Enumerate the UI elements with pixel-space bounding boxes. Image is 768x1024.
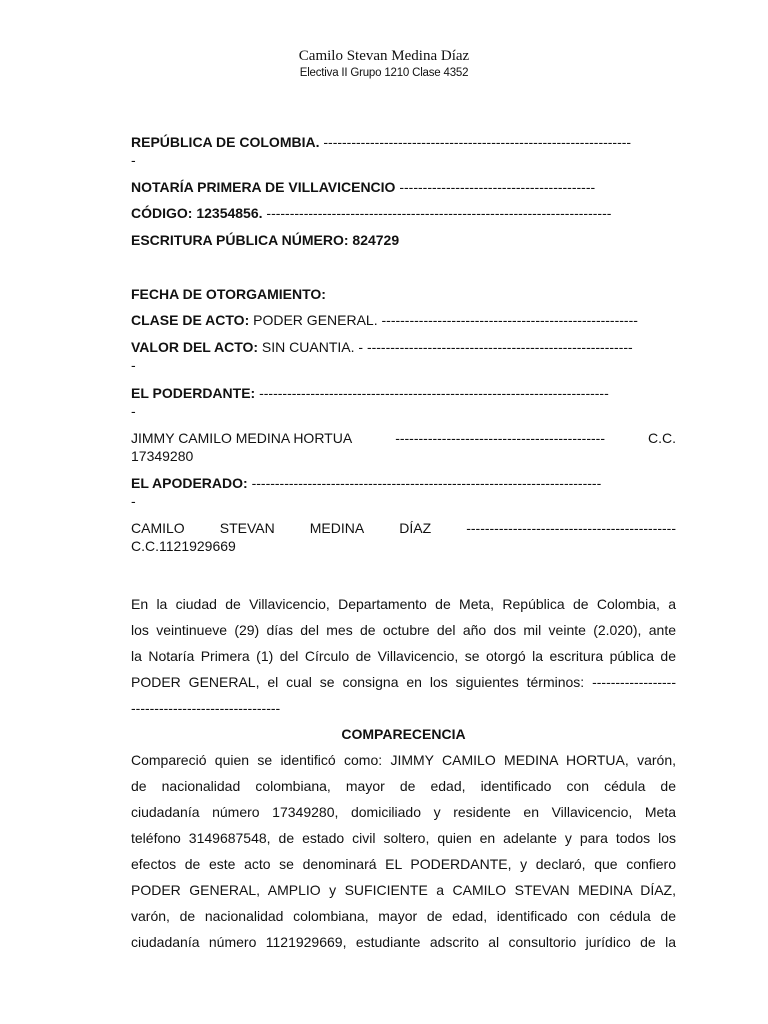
comparecencia-line: varón, de nacionalidad colombiana, mayor de edad, identificado con cédula de xyxy=(131,908,676,924)
apoderado-cc: C.C.1121929669 xyxy=(131,538,236,554)
clase-value: PODER GENERAL. ------------------------------------------------------- xyxy=(249,312,638,328)
poderdante-name: JIMMY CAMILO MEDINA HORTUA xyxy=(131,430,353,446)
apoderado-label: EL APODERADO: xyxy=(131,475,248,491)
poderdante-name-line xyxy=(131,429,676,447)
poderdante-cc: 17349280 xyxy=(131,448,194,464)
apoderado-w3: MEDINA xyxy=(309,520,365,536)
valor-cont: - xyxy=(131,357,136,373)
republica-line xyxy=(131,133,676,151)
intro-line: En la ciudad de Villavicencio, Departamento de Meta, República de Colombia, a xyxy=(131,596,676,612)
intro-line: los veintinueve (29) días del mes de octubre del año dos mil veinte (2.020), ante xyxy=(131,622,676,638)
poderdante-label: EL PODERDANTE: xyxy=(131,385,256,401)
apoderado-name-line xyxy=(131,519,676,537)
notaria-label: NOTARÍA PRIMERA DE VILLAVICENCIO xyxy=(131,179,396,195)
notaria-line xyxy=(131,178,676,196)
clase-line xyxy=(131,311,676,329)
republica-cont: - xyxy=(131,152,136,168)
escritura-line: ESCRITURA PÚBLICA NÚMERO: 824729 xyxy=(131,232,400,248)
comparecencia-line: efectos de este acto se denominará EL PODERDANTE, y declaró, que confiero xyxy=(131,856,676,872)
apoderado-line xyxy=(131,474,676,492)
valor-value: SIN CUANTIA. - --------------------------------------------------------- xyxy=(258,339,633,355)
republica-label: REPÚBLICA DE COLOMBIA. xyxy=(131,134,320,150)
poderdante-cc-label: C.C. xyxy=(647,430,676,446)
republica-fill: ------------------------------------------------------------------ xyxy=(319,134,632,150)
comparecencia-line: de nacionalidad colombiana, mayor de edad, identificado con cédula de xyxy=(131,778,676,794)
clase-label: CLASE DE ACTO: xyxy=(131,312,250,328)
comparecencia-line: ciudadanía número 17349280, domiciliado y residente en Villavicencio, Meta xyxy=(131,804,676,820)
poderdante-name-fill: --------------------------------------------- xyxy=(395,430,605,446)
fecha-line: FECHA DE OTORGAMIENTO: xyxy=(131,286,326,302)
intro-line: PODER GENERAL, el cual se consigna en los siguientes términos: ------------------ xyxy=(131,674,676,690)
apoderado-w2: STEVAN xyxy=(219,520,275,536)
comparecencia-title: COMPARECENCIA xyxy=(341,726,466,742)
comparecencia-paragraph xyxy=(131,747,676,955)
comparecencia-line: ciudadanía número 1121929669, estudiante adscrito al consultorio jurídico de la xyxy=(131,934,676,950)
poderdante-fill: --------------------------------------------------------------------------- xyxy=(255,385,609,401)
codigo-fill: -------------------------------------------------------------------------- xyxy=(262,205,612,221)
poderdante-line xyxy=(131,384,676,402)
poderdante-cont: - xyxy=(131,403,136,419)
apoderado-w4: DÍAZ xyxy=(399,520,432,536)
codigo-label: CÓDIGO: 12354856. xyxy=(131,205,263,221)
intro-line: -------------------------------- xyxy=(131,700,281,716)
comparecencia-line: PODER GENERAL, AMPLIO y SUFICIENTE a CAMILO STEVAN MEDINA DÍAZ, xyxy=(131,882,676,898)
header-course: Electiva II Grupo 1210 Clase 4352 xyxy=(299,67,469,79)
codigo-line xyxy=(131,204,676,222)
intro-paragraph xyxy=(131,591,676,721)
comparecencia-line: Compareció quien se identificó como: JIMMY CAMILO MEDINA HORTUA, varón, xyxy=(131,752,676,768)
valor-label: VALOR DEL ACTO: xyxy=(131,339,259,355)
valor-line xyxy=(131,338,676,356)
apoderado-fill: --------------------------------------------------------------------------- xyxy=(247,475,602,491)
notaria-fill: ------------------------------------------ xyxy=(395,179,596,195)
header-author: Camilo Stevan Medina Díaz xyxy=(298,48,470,64)
apoderado-w1: CAMILO xyxy=(131,520,185,536)
intro-line: la Notaría Primera (1) del Círculo de Villavicencio, se otorgó la escritura pública de xyxy=(131,648,676,664)
apoderado-name-fill: --------------------------------------------- xyxy=(466,520,676,536)
apoderado-cont: - xyxy=(131,493,136,509)
comparecencia-line: teléfono 3149687548, de estado civil soltero, quien en adelante y para todos los xyxy=(131,830,676,846)
